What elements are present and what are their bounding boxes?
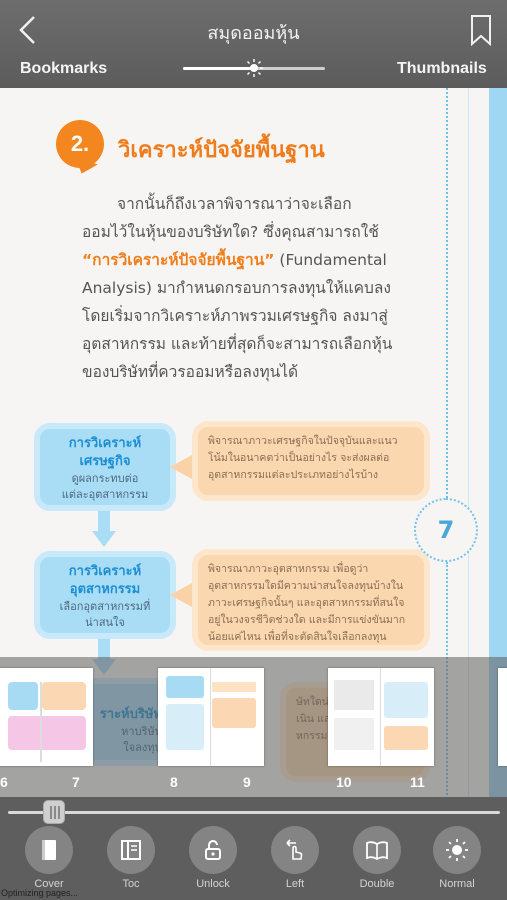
double-button[interactable] <box>353 826 401 874</box>
section-title: วิเคราะห์ปัจจัยพื้นฐาน <box>118 138 325 163</box>
thumbnail-page-number: 9 <box>243 774 251 790</box>
unlock-label: Unlock <box>196 878 230 890</box>
paragraph-line-2: ออมไว้ในหุ้นของบริษัทใด? ซึ่งคุณสามารถใช้ <box>82 223 379 241</box>
brightness-icon <box>445 838 469 862</box>
page-slider-thumb[interactable] <box>43 800 65 824</box>
economy-analysis-box <box>34 423 176 511</box>
bottom-toolbar <box>0 797 507 900</box>
toc-label: Toc <box>122 878 140 890</box>
bookmark-button[interactable] <box>470 14 492 46</box>
unlock-button[interactable] <box>189 826 237 874</box>
page-number-line-top <box>446 88 448 498</box>
thumbnail-spread-10-11[interactable] <box>328 668 434 766</box>
industry-analysis-title: การวิเคราะห์อุตสาหกรรม <box>68 564 142 597</box>
unlock-icon <box>201 838 225 862</box>
highlight-term: “การวิเคราะห์ปัจจัยพื้นฐาน” <box>82 251 275 269</box>
paragraph-line-1: จากนั้นก็ถึงเวลาพิจารณาว่าจะเลือก <box>117 195 352 213</box>
body-paragraph <box>82 190 407 386</box>
bookmarks-tab[interactable]: Bookmarks <box>20 60 108 77</box>
thumbnail-page-number: 6 <box>0 774 8 790</box>
arrow-down-stem-1 <box>98 511 110 531</box>
thumbnail-page-number: 8 <box>170 774 178 790</box>
toc-button[interactable] <box>107 826 155 874</box>
industry-analysis-box <box>34 551 176 639</box>
thumbnail-spread-8-9[interactable] <box>158 668 264 766</box>
thumbnail-page-number: 11 <box>410 774 425 790</box>
paragraph-line-7: ของบริษัทที่ควรออมหรือลงทุนได้ <box>82 363 299 381</box>
thumbnail-spread-6-7[interactable] <box>0 668 93 766</box>
thumbnails-tab[interactable]: Thumbnails <box>397 60 487 77</box>
status-text: Optimizing pages... <box>1 888 79 898</box>
economy-analysis-sub: ดูผลกระทบต่อแต่ละอุตสาหกรรม <box>61 472 149 501</box>
paragraph-line-3-rest: (Fundamental <box>274 251 387 269</box>
toc-icon <box>119 838 143 862</box>
paragraph-line-6: อุตสาหกรรม และท้ายที่สุดก็จะสามารถเลือกหุ้น <box>82 335 393 353</box>
economy-analysis-title: การวิเคราะห์เศรษฐกิจ <box>68 436 142 469</box>
page-slider[interactable] <box>8 811 500 814</box>
normal-label: Normal <box>439 878 475 890</box>
arrow-down-stem-2 <box>98 639 110 659</box>
left-button[interactable] <box>271 826 319 874</box>
arrow-down-1 <box>92 531 116 547</box>
cover-button[interactable] <box>25 826 73 874</box>
arrow-left-2 <box>170 583 192 607</box>
cover-icon <box>37 838 61 862</box>
thumbnail-strip <box>0 657 507 797</box>
cover-label: Cover <box>34 878 64 890</box>
swipe-left-icon <box>283 838 307 862</box>
paragraph-line-5: โดยเริ่มจากวิเคราะห์ภาพรวมเศรษฐกิจ ลงมาสู่ <box>82 307 388 325</box>
book-title: สมุดออมหุ้น <box>207 23 300 44</box>
thumbnail-spread-12[interactable] <box>498 668 507 766</box>
thumbnail-page-number: 10 <box>336 774 352 790</box>
industry-analysis-sub: เลือกอุตสาหกรรมที่น่าสนใจ <box>59 600 151 629</box>
brightness-handle-icon[interactable] <box>245 59 263 77</box>
double-label: Double <box>359 878 395 890</box>
left-label: Left <box>285 878 305 890</box>
top-bar <box>0 0 507 88</box>
thumbnail-page-number: 7 <box>72 774 80 790</box>
industry-analysis-note: พิจารณาภาวะอุตสาหกรรม เพื่อดูว่าอุตสาหกรรมใดมีความน่าสนใจลงทุนบ้างในภาวะเศรษฐกิจนั้นๆ และอุตสาหกรรมที่สนใจอยู่ในวงจรชีวิตช่วงใด และมีการแข่งขันมากน้อยแค่ไหน เพื่อที่จะตัดสินใจเลือกลงทุน <box>192 549 430 651</box>
normal-button[interactable] <box>433 826 481 874</box>
brightness-fill <box>183 67 254 70</box>
paragraph-line-4: Analysis) มากำหนดกรอบการลงทุนให้แคบลง <box>82 279 391 297</box>
arrow-left-1 <box>170 455 192 479</box>
bookmark-icon <box>470 14 492 46</box>
paragraph-line-3 <box>82 246 407 274</box>
page-number-circle: 7 <box>414 498 478 562</box>
economy-analysis-note: พิจารณาภาวะเศรษฐกิจในปัจจุบันและแนวโน้มในอนาคตว่าเป็นอย่างไร จะส่งผลต่ออุตสาหกรรมแต่ละประเภทอย่างไรบ้าง <box>192 421 430 501</box>
section-number-badge: 2. <box>56 120 104 168</box>
double-page-icon <box>365 838 389 862</box>
